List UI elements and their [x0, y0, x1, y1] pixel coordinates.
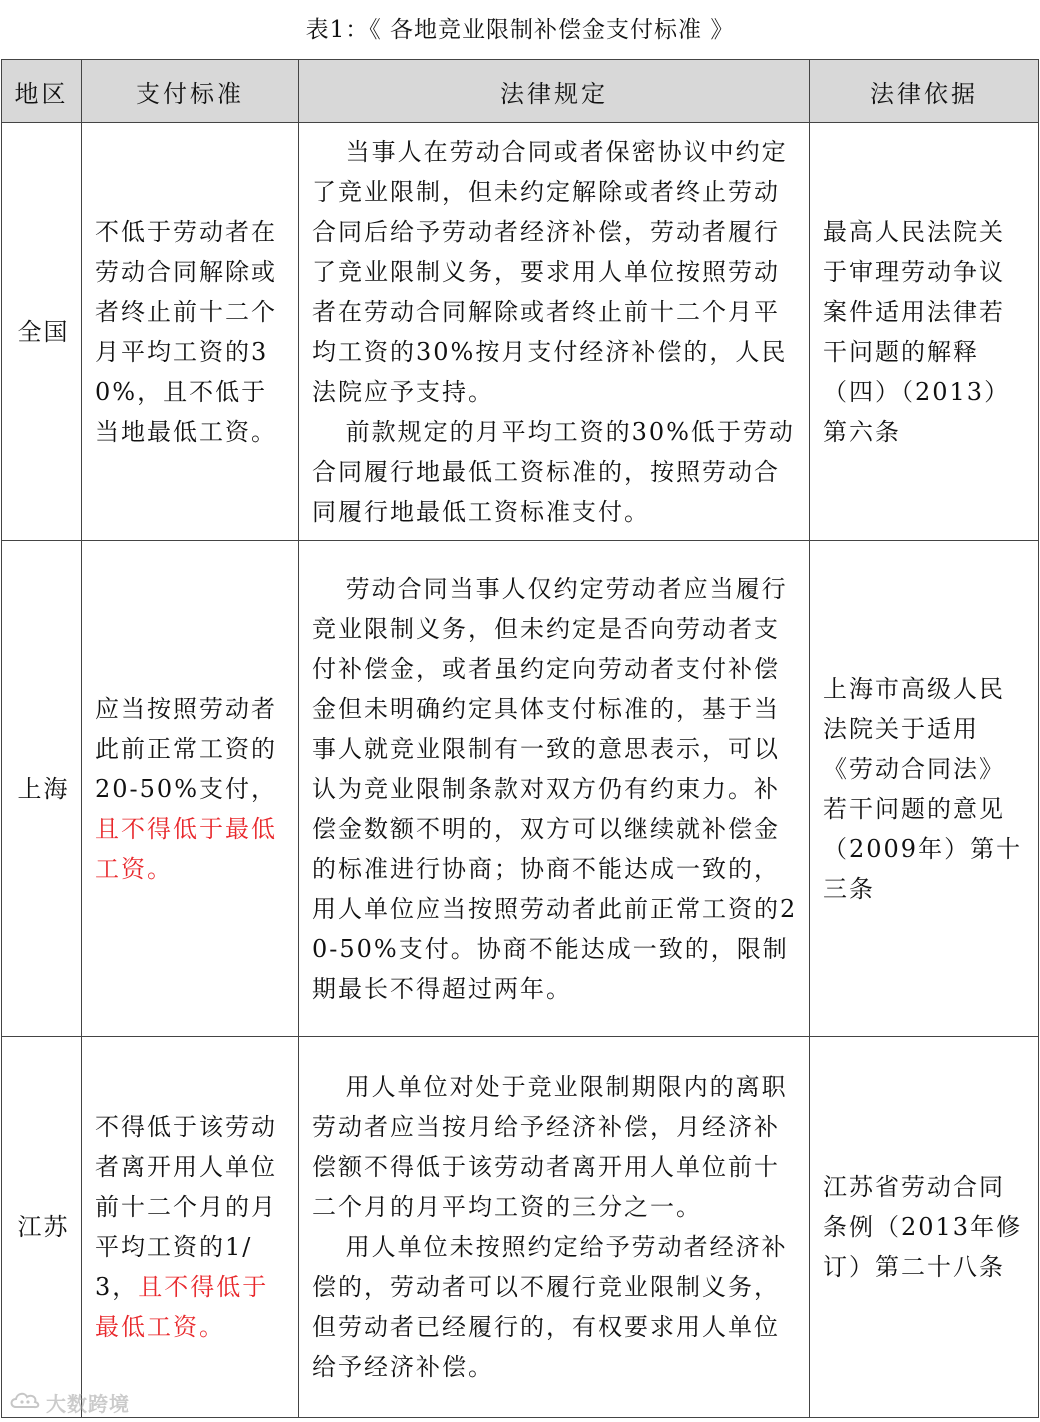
region-cell: 江苏: [2, 1037, 82, 1418]
standard-cell: [82, 541, 299, 1037]
basis-cell: 江苏省劳动合同条例（2013年修订）第二十八条: [810, 1037, 1039, 1418]
region-cell: 上海: [2, 541, 82, 1037]
provision-paragraph: 用人单位对处于竞业限制期限内的离职劳动者应当按月给予经济补偿，月经济补偿额不得低于该劳动者离开用人单位前十二个月的月平均工资的三分之一。: [312, 1073, 788, 1221]
header-provision: 法律规定: [299, 60, 810, 123]
standard-text: 不得低于该劳动者离开用人单位前十二个月的月平均工资的1/3，: [95, 1113, 277, 1301]
provision-paragraph: 前款规定的月平均工资的30%低于劳动合同履行地最低工资标准的，按照劳动合同履行地最低工资标准支付。: [312, 417, 795, 526]
provision-cell: [299, 123, 810, 541]
header-row: [2, 60, 1039, 123]
header-standard: 支付标准: [82, 60, 299, 123]
provision-paragraph: 劳动合同当事人仅约定劳动者应当履行竞业限制义务，但未约定是否向劳动者支付补偿金，或者虽约定向劳动者支付补偿金但未明确约定具体支付标准的，基于当事人就竞业限制有一致的意思表示，可以认为竞业限制条款对双方仍有约束力。补偿金数额不明的，双方可以继续就补偿金的标准进行协商；协商不能达成一致的，用人单位应当按照劳动者此前正常工资的20-50%支付。协商不能达成一致的，限制期最长不得超过两年。: [312, 574, 798, 1003]
table-row: [2, 1037, 1039, 1418]
standard-text: 不低于劳动者在劳动合同解除或者终止前十二个月平均工资的30%，且不低于当地最低工资。: [95, 217, 277, 446]
standard-cell: [82, 1037, 299, 1418]
standard-cell: [82, 123, 299, 541]
header-region: 地区: [2, 60, 82, 123]
region-cell: 全国: [2, 123, 82, 541]
watermark: [8, 1387, 130, 1417]
payment-standard-table: [1, 59, 1039, 1418]
provision-paragraph: 用人单位未按照约定给予劳动者经济补偿的，劳动者可以不履行竞业限制义务，但劳动者已经履行的，有权要求用人单位给予经济补偿。: [312, 1233, 788, 1381]
standard-emphasis: 且不得低于最低工资。: [95, 1273, 269, 1341]
provision-cell: [299, 541, 810, 1037]
header-basis: 法律依据: [810, 60, 1039, 123]
standard-emphasis: 且不得低于最低工资。: [95, 814, 277, 883]
table-caption: 表1：《 各地竞业限制补偿金支付标准 》: [305, 17, 735, 43]
standard-text: 应当按照劳动者此前正常工资的20-50%支付，: [95, 694, 277, 803]
basis-cell: 上海市高级人民法院关于适用《劳动合同法》若干问题的意见（2009年）第十三条: [810, 541, 1039, 1037]
table-row: [2, 541, 1039, 1037]
basis-cell: 最高人民法院关于审理劳动争议案件适用法律若干问题的解释（四）（2013）第六条: [810, 123, 1039, 541]
provision-cell: [299, 1037, 810, 1418]
watermark-text: 大数跨境: [46, 1391, 130, 1416]
cloud-logo-icon: [8, 1389, 42, 1415]
provision-paragraph: 当事人在劳动合同或者保密协议中约定了竞业限制，但未约定解除或者终止劳动合同后给予劳动者经济补偿，劳动者履行了竞业限制义务，要求用人单位按照劳动者在劳动合同解除或者终止前十二个月平均工资的30%按月支付经济补偿的，人民法院应予支持。: [312, 137, 788, 406]
table-row: [2, 123, 1039, 541]
